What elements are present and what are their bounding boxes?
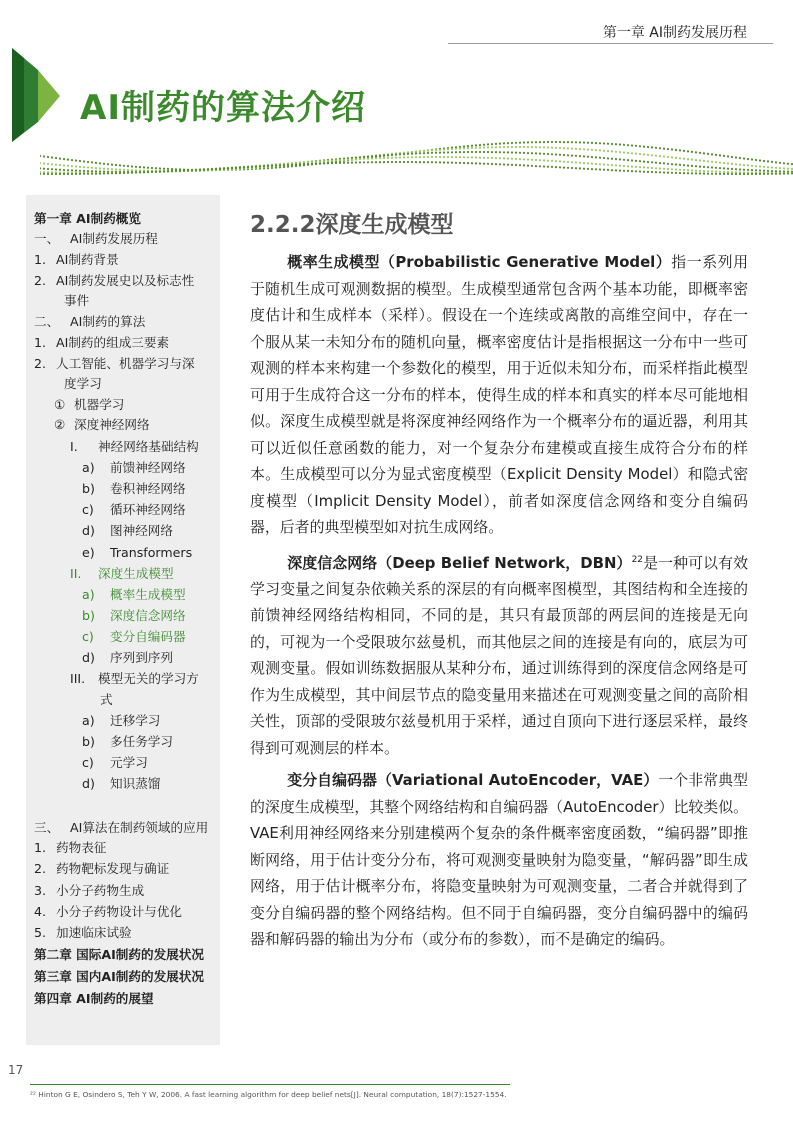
toc-item[interactable] bbox=[82, 545, 193, 561]
toc-item-label: 第二章 国际AI制药的发展状况 bbox=[34, 947, 204, 962]
toc-item[interactable] bbox=[34, 231, 158, 247]
footnote-ref[interactable]: 22 bbox=[631, 554, 644, 565]
toc-item-number: a) bbox=[82, 460, 95, 475]
toc-item[interactable] bbox=[34, 252, 119, 268]
toc-item-label: 度学习 bbox=[64, 376, 102, 391]
toc-item[interactable] bbox=[82, 460, 186, 476]
toc-item[interactable] bbox=[34, 925, 132, 941]
toc-item-number: III. bbox=[70, 671, 86, 686]
toc-item-label: 知识蒸馏 bbox=[110, 776, 161, 791]
toc-item[interactable] bbox=[82, 776, 161, 792]
toc-item-number: ① bbox=[54, 397, 66, 412]
toc-item-number: I. bbox=[70, 439, 78, 454]
toc-item-label: AI制药的算法 bbox=[70, 314, 146, 329]
toc-item[interactable] bbox=[54, 417, 150, 433]
paragraph-variational-autoencoder bbox=[250, 767, 748, 953]
toc-item-label: 小分子药物生成 bbox=[56, 883, 145, 898]
toc-item-label: 循环神经网络 bbox=[110, 502, 186, 517]
toc-item-number: e) bbox=[82, 545, 95, 560]
toc-item-number: c) bbox=[82, 502, 94, 517]
toc-item-number: 1. bbox=[34, 252, 47, 267]
toc-item-label: 迁移学习 bbox=[110, 713, 161, 728]
toc-item-label: 神经网络基础结构 bbox=[98, 439, 199, 454]
toc-item-label: 第四章 AI制药的展望 bbox=[34, 991, 154, 1006]
toc-item[interactable] bbox=[82, 587, 186, 603]
term: 变分自编码器（Variational AutoEncoder，VAE） bbox=[287, 771, 659, 790]
toc-item[interactable] bbox=[82, 502, 186, 518]
toc-item[interactable] bbox=[34, 820, 209, 836]
toc-item[interactable] bbox=[70, 671, 199, 687]
toc-item[interactable] bbox=[34, 883, 145, 899]
toc-item[interactable] bbox=[82, 481, 186, 497]
toc-item[interactable] bbox=[70, 439, 199, 455]
paragraph-text: 是一种可以有效学习变量之间复杂依赖关系的深层的有向概率图模型，其图结构和全连接的前馈神经网络结构相同，不同的是，其只有最顶部的两层间的连接是无向的，可视为一个受限玻尔兹曼机，而其他层之间的连接是有向的，底层为可观测变量。假如训练数据服从某种分布，通过训练得到的深度信念网络是可作为生成模型，其中间层节点的隐变量用来描述在可观测变量之间的高阶相关性，顶部的受限玻尔兹曼机用于采样，通过自顶向下进行逐层采样，最终得到可观测层的样本。 bbox=[250, 553, 748, 757]
toc-item-label: 元学习 bbox=[110, 755, 148, 770]
toc-item-number: ② bbox=[54, 417, 66, 432]
toc-item[interactable] bbox=[54, 397, 125, 413]
toc-item-number: II. bbox=[70, 566, 82, 581]
toc-item-label: 深度神经网络 bbox=[74, 417, 150, 432]
toc-item-label: 式 bbox=[100, 692, 113, 707]
toc-item-label: AI制药背景 bbox=[56, 252, 119, 267]
toc-item-label: 多任务学习 bbox=[110, 734, 173, 749]
toc-item-label: 变分自编码器 bbox=[110, 629, 186, 644]
toc-item-number: 2. bbox=[34, 273, 47, 288]
term: 概率生成模型（Probabilistic Generative Model） bbox=[287, 253, 672, 271]
paragraph-deep-belief-network bbox=[250, 547, 748, 762]
toc-item-label: AI制药发展史以及标志性 bbox=[56, 273, 195, 288]
toc-item-label: 药物靶标发现与确证 bbox=[56, 861, 170, 876]
paragraph-probabilistic-generative-model bbox=[250, 249, 748, 541]
toc-item-number: b) bbox=[82, 734, 95, 749]
toc-item-label: 药物表征 bbox=[56, 840, 107, 855]
toc-item[interactable] bbox=[82, 523, 173, 539]
term: 深度信念网络（Deep Belief Network，DBN） bbox=[287, 553, 632, 572]
toc-item-label: 前馈神经网络 bbox=[110, 460, 186, 475]
toc-item-number: 5. bbox=[34, 925, 47, 940]
toc-item[interactable] bbox=[34, 314, 146, 330]
chapter-header: 第一章 AI制药发展历程 bbox=[602, 25, 747, 41]
toc-item-number: c) bbox=[82, 629, 94, 644]
toc-item-number: b) bbox=[82, 481, 95, 496]
toc-item-number: 3. bbox=[34, 883, 47, 898]
toc-item[interactable] bbox=[82, 629, 186, 645]
toc-item-label: 机器学习 bbox=[74, 397, 125, 412]
toc-item-label: Transformers bbox=[110, 545, 193, 560]
page-title: AI制药的算法介绍 bbox=[80, 88, 366, 128]
toc-item-number: 2. bbox=[34, 861, 47, 876]
page-number: 17 bbox=[8, 1063, 24, 1077]
toc-item-number: d) bbox=[82, 650, 95, 665]
toc-item[interactable] bbox=[82, 734, 173, 750]
toc-item-label: 概率生成模型 bbox=[110, 587, 186, 602]
toc-item[interactable] bbox=[82, 713, 161, 729]
toc-item-number: 2. bbox=[34, 356, 47, 371]
toc-item-number: d) bbox=[82, 523, 95, 538]
toc-item-number: 三、 bbox=[34, 820, 60, 835]
toc-item-number: a) bbox=[82, 713, 95, 728]
toc-item-label: 深度生成模型 bbox=[98, 566, 174, 581]
toc-item[interactable] bbox=[34, 273, 195, 289]
toc-item-label: 深度信念网络 bbox=[110, 608, 186, 623]
toc-item[interactable] bbox=[34, 356, 195, 372]
toc-sidebar bbox=[26, 195, 220, 1045]
toc-item-label: AI制药发展历程 bbox=[70, 231, 158, 246]
toc-item[interactable] bbox=[82, 650, 173, 666]
toc-item-label: 小分子药物设计与优化 bbox=[56, 904, 182, 919]
header-rule bbox=[448, 43, 773, 44]
footnote-rule bbox=[30, 1084, 510, 1085]
toc-item-number: c) bbox=[82, 755, 94, 770]
toc-item[interactable] bbox=[34, 840, 107, 856]
toc-item-label: 事件 bbox=[64, 293, 90, 308]
toc-item-label: 第三章 国内AI制药的发展状况 bbox=[34, 969, 204, 984]
toc-item-label: 图神经网络 bbox=[110, 523, 173, 538]
paragraph-text: 一个非常典型的深度生成模型，其整个网络结构和自编码器（AutoEncoder）比较类似。VAE利用神经网络来分别建模两个复杂的条件概率密度函数，“编码器”即推断网络，用于估计变分分布，将可观测变量映射为隐变量，“解码器”即生成网络，用于估计概率分布，将隐变量映射为可观测变量，二者合并就得到了变分自编码器的整个网络结构。但不同于自编码器，变分自编码器中的编码器和解码器的输出为分布（或分布的参数），而不是确定的编码。 bbox=[250, 771, 748, 949]
toc-item-number: 4. bbox=[34, 904, 47, 919]
toc-item-label: 卷积神经网络 bbox=[110, 481, 186, 496]
paragraph-text: 指一系列用于随机生成可观测数据的模型。生成模型通常包含两个基本功能，即概率密度估计和生成样本（采样）。假设在一个连续或离散的高维空间中，存在一个服从某一未知分布的随机向量，概率密度估计是指根据这一分布中一些可观测的样本来构建一个参数化的模型，用于近似未知分布，而采样指此模型可用于生成符合这一分布的样本，使得生成的样本和真实的样本尽可能地相似。深度生成模型就是将深度神经网络作为一个概率分布的逼近器，利用其可以近似任意函数的能力，对一个复杂分布建模或直接生成符合分布的样本。生成模型可以分为显式密度模型（Explicit Density Model）和隐式密度模型（Implicit Density Model），前者如深度信念网络和变分自编码器，后者的典型模型如对抗生成网络。 bbox=[250, 253, 748, 536]
toc-item-number: 1. bbox=[34, 335, 47, 350]
toc-item[interactable] bbox=[34, 904, 182, 920]
toc-item-number: b) bbox=[82, 608, 95, 623]
toc-item[interactable] bbox=[34, 861, 170, 877]
main-content bbox=[250, 200, 748, 959]
toc-item[interactable] bbox=[70, 566, 174, 582]
toc-item-label: AI制药的组成三要素 bbox=[56, 335, 170, 350]
toc-item-number: 二、 bbox=[34, 314, 60, 329]
toc-item-label: 人工智能、机器学习与深 bbox=[56, 356, 195, 371]
toc-item-number: 1. bbox=[34, 840, 47, 855]
toc-item-number: 一、 bbox=[34, 231, 60, 246]
toc-item[interactable] bbox=[82, 608, 186, 624]
toc-item-number: d) bbox=[82, 776, 95, 791]
section-heading: 2.2.2深度生成模型 bbox=[250, 212, 454, 238]
toc-item-label: AI算法在制药领域的应用 bbox=[70, 820, 209, 835]
decorative-wave-icon bbox=[40, 126, 793, 188]
toc-item-label: 序列到序列 bbox=[110, 650, 173, 665]
toc-item[interactable] bbox=[82, 755, 148, 771]
toc-item-number: a) bbox=[82, 587, 95, 602]
toc-item-label: 模型无关的学习方 bbox=[98, 671, 199, 686]
toc-item-label: 第一章 AI制药概览 bbox=[34, 211, 141, 226]
toc-item-label: 加速临床试验 bbox=[56, 925, 132, 940]
footnote: ²² Hinton G E, Osindero S, Teh Y W, 2006. A fast learning algorithm for deep belief nets[J]. Neural computation, 18(7):1527-1554. bbox=[30, 1090, 507, 1099]
toc-item[interactable] bbox=[34, 335, 170, 351]
